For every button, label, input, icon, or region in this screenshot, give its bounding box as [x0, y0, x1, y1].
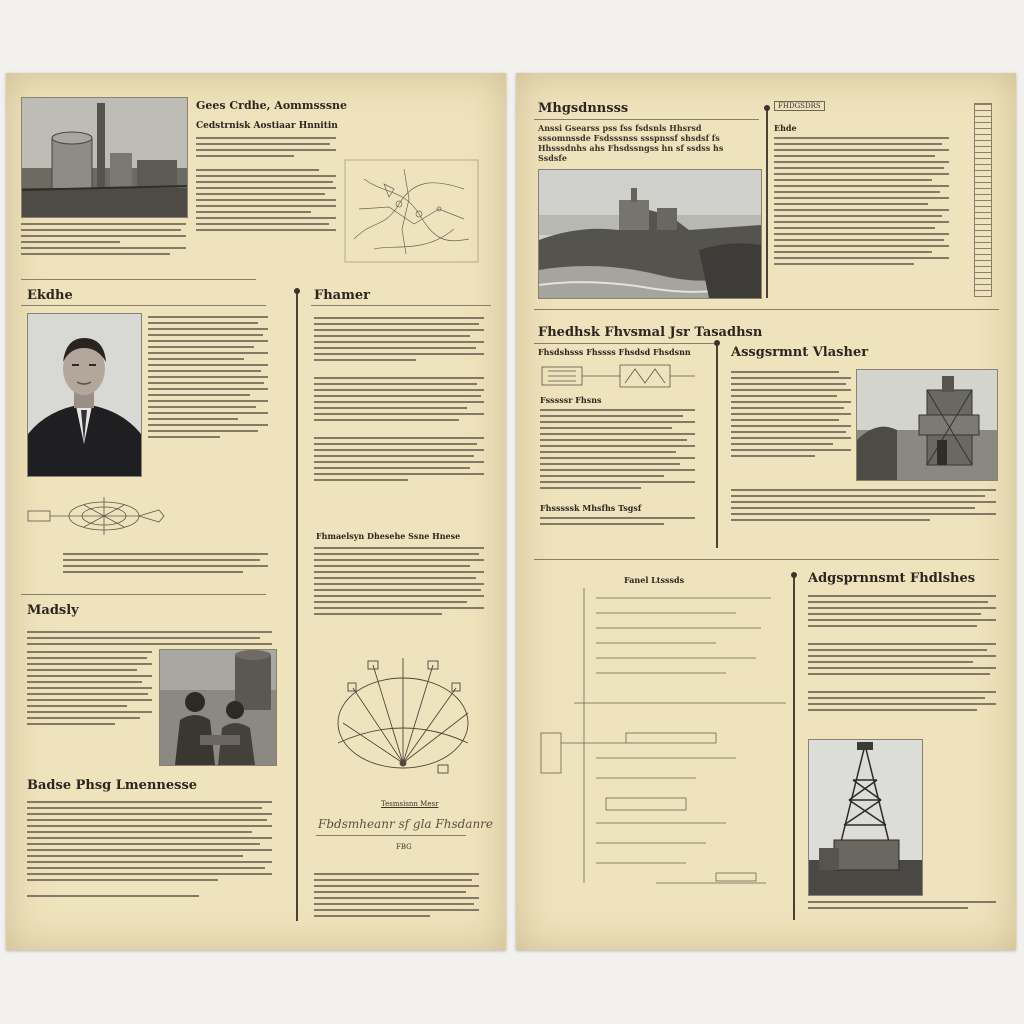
process-flow-schematic	[536, 583, 786, 913]
workers-photo	[159, 649, 277, 766]
route-map-sketch	[344, 159, 479, 263]
profile-text-block	[148, 316, 268, 442]
right-middle-column-heading: Assgsrmnt Vlasher	[731, 345, 869, 360]
right-top-sidebar-rule	[766, 108, 768, 298]
right-top-divider	[534, 309, 999, 310]
diagram-caption: Tesmsisnn Mesr	[381, 800, 439, 808]
bottom-section-heading: Badse Phsg Lmennesse	[27, 778, 198, 793]
right-middle-heading: Fhedhsk Fhvsmal Jsr Tasadhsn	[538, 325, 763, 340]
intro-subheading: Cedstrnisk Aostiaar Hnnitin	[196, 121, 338, 131]
right-top-box-label: FHDGSDRS	[774, 101, 825, 111]
portrait-photo	[27, 313, 142, 477]
machine-schematic-sketch	[24, 485, 169, 545]
right-top-heading: Mhgsdnnsss	[538, 101, 629, 116]
right-middle-list	[540, 409, 695, 493]
right-middle-sub-heading: Fhsdshsss Fhssss Fhsdsd Fhsdsnn	[538, 347, 691, 357]
signature-initials: FBG	[396, 843, 412, 851]
intro-text-block	[196, 137, 336, 235]
right-document-page	[516, 73, 1016, 950]
signature-text: Fbdsmheanr sf gla Fhsdanre	[318, 817, 494, 831]
right-top-sidebar-text	[774, 137, 949, 269]
radial-instrument-diagram	[328, 653, 478, 783]
right-bottom-caption	[808, 901, 996, 913]
middle-heading-rule	[311, 305, 491, 306]
intro-caption-text	[21, 223, 186, 259]
right-top-heading-rule	[534, 119, 759, 120]
bottom-schematic-heading: Fanel Ltsssds	[624, 575, 685, 585]
profile-lower-text	[63, 553, 268, 577]
pump-schematic-sketch	[540, 361, 700, 393]
right-middle-column-rule	[716, 343, 718, 548]
industrial-tower-photo	[856, 369, 998, 481]
coastal-ruins-photo	[538, 169, 762, 299]
profile-heading: Ekdhe	[27, 288, 73, 303]
right-bottom-heading: Adgsprnnsmt Fhdlshes	[808, 571, 976, 586]
intro-heading: Gees Crdhe, Aommsssne	[196, 99, 348, 112]
left-column-rule	[296, 291, 298, 921]
left-document-page	[6, 73, 506, 950]
middle-text-block-2	[314, 547, 484, 619]
history-heading: Madsly	[27, 603, 79, 618]
refinery-tanks-photo	[21, 97, 188, 218]
history-divider	[21, 594, 266, 595]
right-middle-footnote-text	[540, 517, 695, 529]
right-bottom-column-rule	[793, 575, 795, 920]
middle-text-block-1	[314, 317, 484, 485]
middle-column-heading: Fhamer	[314, 288, 370, 303]
signature-rule	[316, 835, 466, 836]
middle-footer-text	[314, 873, 479, 921]
vertical-ornament-strip	[974, 103, 992, 297]
right-sidebar-label: Ehde	[774, 123, 797, 133]
middle-sub-heading: Fhmaelsyn Dhesehe Ssne Hnese	[316, 531, 461, 541]
right-middle-footnote-heading: Fhsssssk Mhsfhs Tsgsf	[540, 503, 642, 513]
bottom-text-block	[27, 801, 272, 901]
intro-divider	[21, 279, 256, 280]
right-middle-column-text	[731, 371, 851, 461]
right-lede-text: Anssi Gsearss pss fss fsdsnls Hhsrsd sssomnssde Fsdsssnss ssspnssf shsdsf fs Hhsssdnhs ahs Fhsdssngss hn sf ssdss hs Ssdsfe	[538, 123, 724, 163]
history-text-block	[27, 631, 272, 649]
right-middle-wide-text	[731, 489, 996, 525]
right-middle-list-heading: Fsssssr Fhsns	[540, 395, 602, 405]
derrick-photo	[808, 739, 923, 896]
history-text-block-narrow	[27, 651, 152, 729]
profile-heading-rule	[21, 305, 266, 306]
right-bottom-divider	[534, 559, 999, 560]
right-middle-heading-rule	[534, 343, 714, 344]
right-bottom-text-block	[808, 595, 996, 715]
